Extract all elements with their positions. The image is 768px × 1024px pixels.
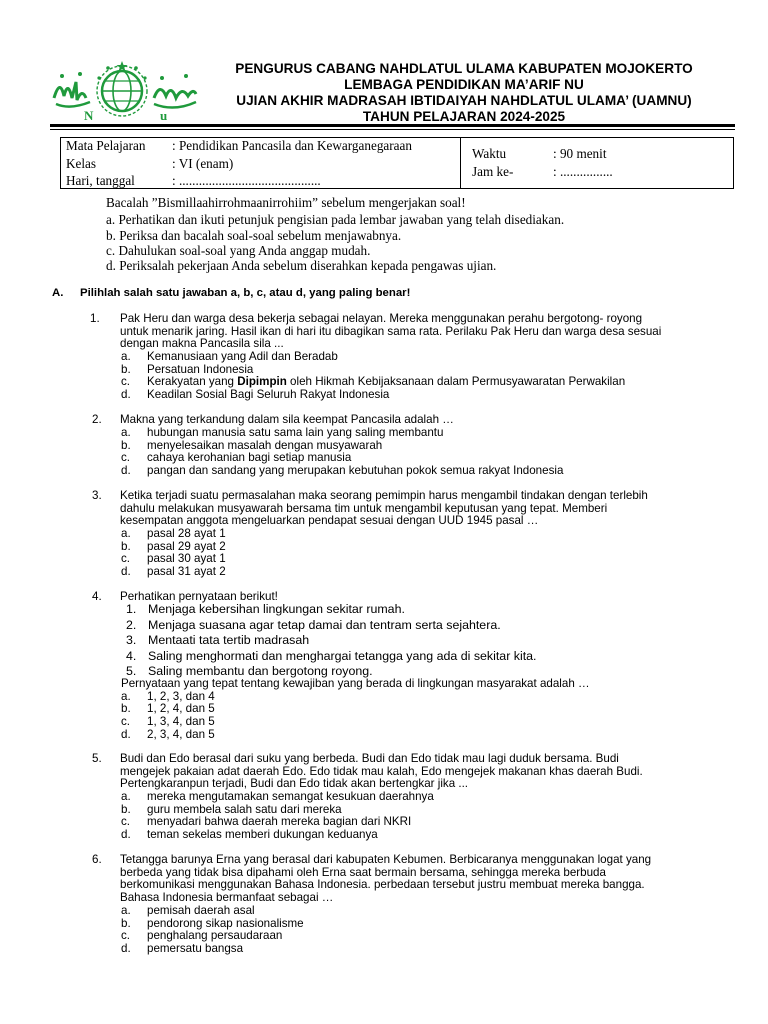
option-letter: b. bbox=[121, 539, 131, 553]
option-text: guru membela salah satu dari mereka bbox=[147, 802, 342, 816]
question-text-line: Pertengkaranpun terjadi, Budi dan Edo tidak akan bertengkar jika ... bbox=[120, 777, 469, 791]
header-line-2: LEMBAGA PENDIDIKAN MA’ARIF NU bbox=[344, 77, 584, 92]
info-value: : 90 menit bbox=[553, 146, 607, 161]
exam-info-divider bbox=[460, 137, 461, 189]
instruction-a: a. Perhatikan dan ikuti petunjuk pengisian pada lembar jawaban yang telah disediakan. bbox=[106, 212, 565, 227]
question-text-line: mengejek pakaian adat daerah Edo. Edo tidak mau kalah, Edo mengejek makanan khas daerah Budi. bbox=[120, 764, 643, 778]
option-text: mereka mengutamakan semangat kesukuan daerahnya bbox=[147, 790, 434, 803]
question-text-line: Pak Heru dan warga desa bekerja sebagai nelayan. Mereka menggunakan perahu bergotong- royong bbox=[120, 312, 643, 325]
option-letter: a. bbox=[121, 350, 131, 363]
option-letter: a. bbox=[121, 527, 131, 540]
statement-text: Mentaati tata tertib madrasah bbox=[148, 633, 310, 647]
option-text: 2, 3, 4, dan 5 bbox=[147, 727, 215, 741]
option-letter: d. bbox=[121, 828, 131, 842]
logo-letter-u: u bbox=[160, 108, 168, 123]
statement-text: Saling membantu dan bergotong royong. bbox=[148, 664, 373, 678]
question-number: 6. bbox=[92, 853, 102, 866]
option-letter: c. bbox=[121, 375, 131, 389]
statement-text: Menjaga suasana agar tetap damai dan tentram serta sejahtera. bbox=[148, 617, 501, 632]
option-text: Keadilan Sosial Bagi Seluruh Rakyat Indonesia bbox=[147, 388, 390, 402]
option-letter: a. bbox=[121, 689, 131, 703]
option-letter: b. bbox=[121, 362, 131, 376]
option-letter: c. bbox=[121, 552, 131, 566]
option-letter: b. bbox=[121, 702, 131, 716]
statement-text: Menjaga kebersihan lingkungan sekitar rumah. bbox=[148, 602, 405, 616]
question-text-line: berbeda yang tidak bisa dipahami oleh Erna saat bermain bersama, sehingga mereka berbuda bbox=[120, 865, 606, 879]
option-letter: b. bbox=[121, 438, 131, 452]
question-number: 3. bbox=[92, 489, 102, 502]
section-title: Pilihlah salah satu jawaban a, b, c, atau d, yang paling benar! bbox=[80, 287, 411, 299]
option-letter: b. bbox=[121, 802, 131, 816]
option-text: penghalang persaudaraan bbox=[147, 929, 283, 943]
info-label: Mata Pelajaran bbox=[66, 138, 146, 153]
option-letter: c. bbox=[121, 714, 131, 728]
question-text-line: dengan makna Pancasila sila ... bbox=[120, 337, 284, 351]
statement-number: 2. bbox=[126, 617, 137, 632]
question-number: 5. bbox=[92, 752, 102, 765]
option-letter: a. bbox=[121, 426, 131, 439]
instruction-prayer: Bacalah ”Bismillaahirrohmaanirrohiim” sebelum mengerjakan soal! bbox=[106, 195, 466, 210]
option-letter: c. bbox=[121, 451, 131, 465]
info-value: : ........................................... bbox=[172, 173, 321, 188]
option-letter: c. bbox=[121, 815, 131, 829]
option-text-post: oleh Hikmah Kebijaksanaan dalam Permusyawaratan Perwakilan bbox=[286, 375, 626, 389]
nu-logo-icon bbox=[50, 58, 200, 124]
option-text: 1, 2, 4, dan 5 bbox=[147, 702, 215, 716]
option-text: Persatuan Indonesia bbox=[147, 362, 254, 376]
info-label: Kelas bbox=[66, 156, 97, 171]
instruction-c: c. Dahulukan soal-soal yang Anda anggap mudah. bbox=[106, 243, 371, 258]
option-text: pemersatu bangsa bbox=[147, 942, 244, 956]
header-rule-thick bbox=[50, 124, 735, 127]
section-letter: A. bbox=[52, 287, 64, 299]
option-text: cahaya kerohanian bagi setiap manusia bbox=[147, 451, 352, 465]
question-prompt: Pernyataan yang tepat tentang kewajiban yang berada di lingkungan masyarakat adalah … bbox=[121, 677, 590, 690]
option-text: pemisah daerah asal bbox=[147, 904, 255, 917]
question-text-line: Ketika terjadi suatu permasalahan maka seorang pemimpin harus mengambil tindakan dengan terlebih bbox=[120, 489, 648, 502]
instruction-b: b. Periksa dan bacalah soal-soal sebelum menjawabnya. bbox=[106, 228, 402, 243]
option-text: pangan dan sandang yang merupakan kebutuhan pokok semua rakyat Indonesia bbox=[147, 464, 564, 478]
option-text-pre: Kerakyatan yang bbox=[147, 375, 238, 389]
option-letter: c. bbox=[121, 929, 131, 943]
option-text: pendorong sikap nasionalisme bbox=[147, 916, 304, 930]
info-value: : VI (enam) bbox=[172, 156, 234, 171]
question-text-line: Makna yang terkandung dalam sila keempat Pancasila adalah … bbox=[120, 413, 454, 426]
question-number: 1. bbox=[90, 312, 100, 325]
option-text-bold: Dipimpin bbox=[237, 375, 287, 389]
statement-number: 4. bbox=[126, 648, 137, 663]
statement-number: 3. bbox=[126, 633, 137, 647]
option-text: menyadari bahwa daerah mereka bagian dari NKRI bbox=[147, 815, 412, 829]
option-text: 1, 2, 3, dan 4 bbox=[147, 689, 215, 703]
option-letter: d. bbox=[121, 565, 131, 579]
option-letter: a. bbox=[121, 790, 131, 803]
instruction-d: d. Periksalah pekerjaan Anda sebelum diserahkan kepada pengawas ujian. bbox=[106, 258, 497, 273]
question-text-line: Tetangga barunya Erna yang berasal dari kabupaten Kebumen. Berbicaranya menggunakan logat yang bbox=[120, 853, 652, 866]
info-value: : ................ bbox=[553, 164, 613, 179]
option-text: teman sekelas memberi dukungan keduanya bbox=[147, 828, 378, 842]
question-text-line: dahulu melakukan musyawarah bersama tim untuk mengambil keputusan yang tepat. Memberi bbox=[120, 501, 608, 515]
header-line-3: UJIAN AKHIR MADRASAH IBTIDAIYAH NAHDLATUL ULAMA’ (UAMNU) bbox=[236, 93, 692, 108]
option-text: pasal 30 ayat 1 bbox=[147, 552, 226, 566]
statement-number: 1. bbox=[126, 602, 137, 616]
header-line-4: TAHUN PELAJARAN 2024-2025 bbox=[362, 109, 566, 124]
question-number: 2. bbox=[92, 413, 102, 426]
option-letter: d. bbox=[121, 727, 131, 741]
option-text: pasal 31 ayat 2 bbox=[147, 565, 226, 579]
option-text: pasal 28 ayat 1 bbox=[147, 527, 226, 540]
statement-text: Saling menghormati dan menghargai tetangga yang ada di sekitar kita. bbox=[148, 648, 537, 663]
option-letter: d. bbox=[121, 388, 131, 402]
section-a-heading bbox=[52, 287, 410, 299]
option-text: 1, 3, 4, dan 5 bbox=[147, 714, 215, 728]
header-line-1: PENGURUS CABANG NAHDLATUL ULAMA KABUPATEN MOJOKERTO bbox=[235, 61, 693, 76]
logo-letter-n: N bbox=[84, 108, 94, 123]
info-label: Hari, tanggal bbox=[66, 173, 135, 188]
question-text-line: untuk menarik jaring. Hasil ikan di hari itu dibagikan sama rata. Perilaku Pak Heru dan warga desa sesuai bbox=[120, 324, 662, 338]
question-text-line: Bahasa Indonesia bermanfaat sebagai … bbox=[120, 891, 334, 905]
statement-number: 5. bbox=[126, 664, 137, 678]
info-value: : Pendidikan Pancasila dan Kewarganegaraan bbox=[172, 138, 412, 153]
header-rule-thin bbox=[50, 129, 735, 130]
option-text: Kemanusiaan yang Adil dan Beradab bbox=[147, 350, 338, 363]
question-text-line: berkomunikasi menggunakan Bahasa Indonesia. perbedaan tersebut justru membuat mereka bangga. bbox=[120, 878, 645, 892]
option-letter: d. bbox=[121, 464, 131, 478]
info-label: Jam ke- bbox=[472, 164, 514, 179]
option-text: menyelesaikan masalah dengan musyawarah bbox=[147, 438, 383, 452]
option-letter: b. bbox=[121, 916, 131, 930]
question-text-line: Perhatikan pernyataan berikut! bbox=[120, 590, 278, 603]
question-text-line: kesempatan anggota mengeluarkan pendapat sesuai dengan UUD 1945 pasal … bbox=[120, 514, 539, 528]
question-text-line: Budi dan Edo berasal dari suku yang berbeda. Budi dan Edo tidak mau lagi duduk bersama. Budi bbox=[120, 752, 619, 765]
option-text: hubungan manusia satu sama lain yang saling membantu bbox=[147, 426, 444, 439]
option-letter: d. bbox=[121, 942, 131, 956]
question-number: 4. bbox=[92, 590, 102, 603]
info-label: Waktu bbox=[472, 146, 507, 161]
option-text: pasal 29 ayat 2 bbox=[147, 539, 226, 553]
option-letter: a. bbox=[121, 904, 131, 917]
